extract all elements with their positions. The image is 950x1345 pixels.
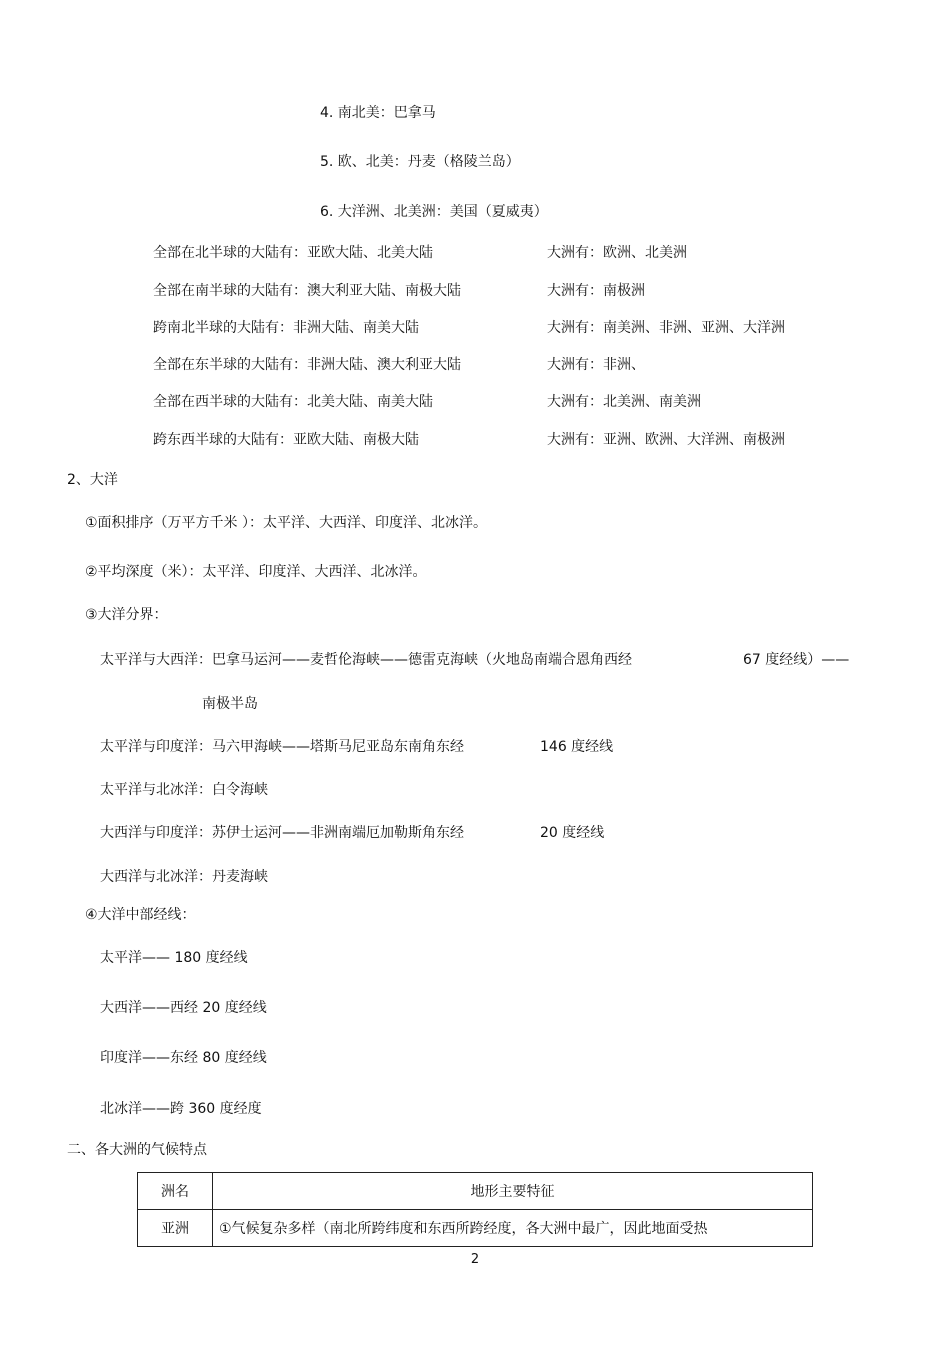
boundary-pacific-atlantic-cont: 南极半岛: [202, 696, 258, 712]
boundary-atlantic-indian: 大西洋与印度洋：苏伊士运河——非洲南端厄加勒斯角东经: [100, 825, 464, 841]
hemisphere-continent-text: 跨东西半球的大陆有：亚欧大陆、南极大陆: [153, 432, 419, 448]
boundary-atlantic-arctic: 大西洋与北冰洋：丹麦海峡: [100, 869, 268, 885]
hemisphere-continent-list: 大洲有：南极洲: [547, 283, 645, 299]
table-header-cell: 地形主要特征: [213, 1173, 813, 1210]
ocean-boundary-heading: ③大洋分界：: [85, 607, 168, 623]
climate-table: [137, 1172, 813, 1247]
ocean-meridian-heading: ④大洋中部经线：: [85, 907, 196, 923]
table-header-row: [138, 1173, 813, 1210]
hemisphere-continent-text: 全部在西半球的大陆有：北美大陆、南美大陆: [153, 394, 433, 410]
list-item: 4. 南北美：巴拿马: [320, 105, 436, 121]
section-heading-ocean: 2、大洋: [67, 472, 118, 488]
hemisphere-continent-text: 跨南北半球的大陆有：非洲大陆、南美大陆: [153, 320, 419, 336]
meridian-item: 北冰洋——跨 360 度经度: [100, 1101, 262, 1117]
hemisphere-continent-list: 大洲有：北美洲、南美洲: [547, 394, 701, 410]
hemisphere-continent-text: 全部在北半球的大陆有：亚欧大陆、北美大陆: [153, 245, 433, 261]
table-header-cell: 洲名: [138, 1173, 213, 1210]
boundary-pacific-indian-meridian: 146 度经线: [540, 739, 614, 755]
hemisphere-continent-list: 大洲有：非洲、: [547, 357, 645, 373]
meridian-item: 太平洋—— 180 度经线: [100, 950, 248, 966]
boundary-pacific-arctic: 太平洋与北冰洋：白令海峡: [100, 782, 268, 798]
boundary-pacific-atlantic-meridian: 67 度经线）——: [743, 652, 850, 668]
table-row: [138, 1210, 813, 1247]
section-heading-climate: 二、各大洲的气候特点: [67, 1142, 207, 1158]
page-number: 2: [470, 1252, 480, 1267]
ocean-avg-depth: ②平均深度（米）：太平洋、印度洋、大西洋、北冰洋。: [85, 564, 427, 580]
meridian-item: 大西洋——西经 20 度经线: [100, 1000, 267, 1016]
hemisphere-continent-list: 大洲有：欧洲、北美洲: [547, 245, 687, 261]
ocean-area-order: ①面积排序（万平方千米 ）：太平洋、大西洋、印度洋、北冰洋。: [85, 515, 487, 531]
meridian-item: 印度洋——东经 80 度经线: [100, 1050, 267, 1066]
table-cell: ①气候复杂多样（南北所跨纬度和东西所跨经度，各大洲中最广，因此地面受热: [213, 1210, 813, 1247]
hemisphere-continent-text: 全部在东半球的大陆有：非洲大陆、澳大利亚大陆: [153, 357, 461, 373]
hemisphere-continent-text: 全部在南半球的大陆有：澳大利亚大陆、南极大陆: [153, 283, 461, 299]
hemisphere-continent-list: 大洲有：南美洲、非洲、亚洲、大洋洲: [547, 320, 785, 336]
list-item: 6. 大洋洲、北美洲：美国（夏威夷）: [320, 204, 548, 220]
boundary-pacific-atlantic: 太平洋与大西洋：巴拿马运河——麦哲伦海峡——德雷克海峡（火地岛南端合恩角西经: [100, 652, 632, 668]
boundary-pacific-indian: 太平洋与印度洋：马六甲海峡——塔斯马尼亚岛东南角东经: [100, 739, 464, 755]
list-item: 5. 欧、北美：丹麦（格陵兰岛）: [320, 154, 520, 170]
table-cell: 亚洲: [138, 1210, 213, 1247]
boundary-atlantic-indian-meridian: 20 度经线: [540, 825, 605, 841]
hemisphere-continent-list: 大洲有：亚洲、欧洲、大洋洲、南极洲: [547, 432, 785, 448]
